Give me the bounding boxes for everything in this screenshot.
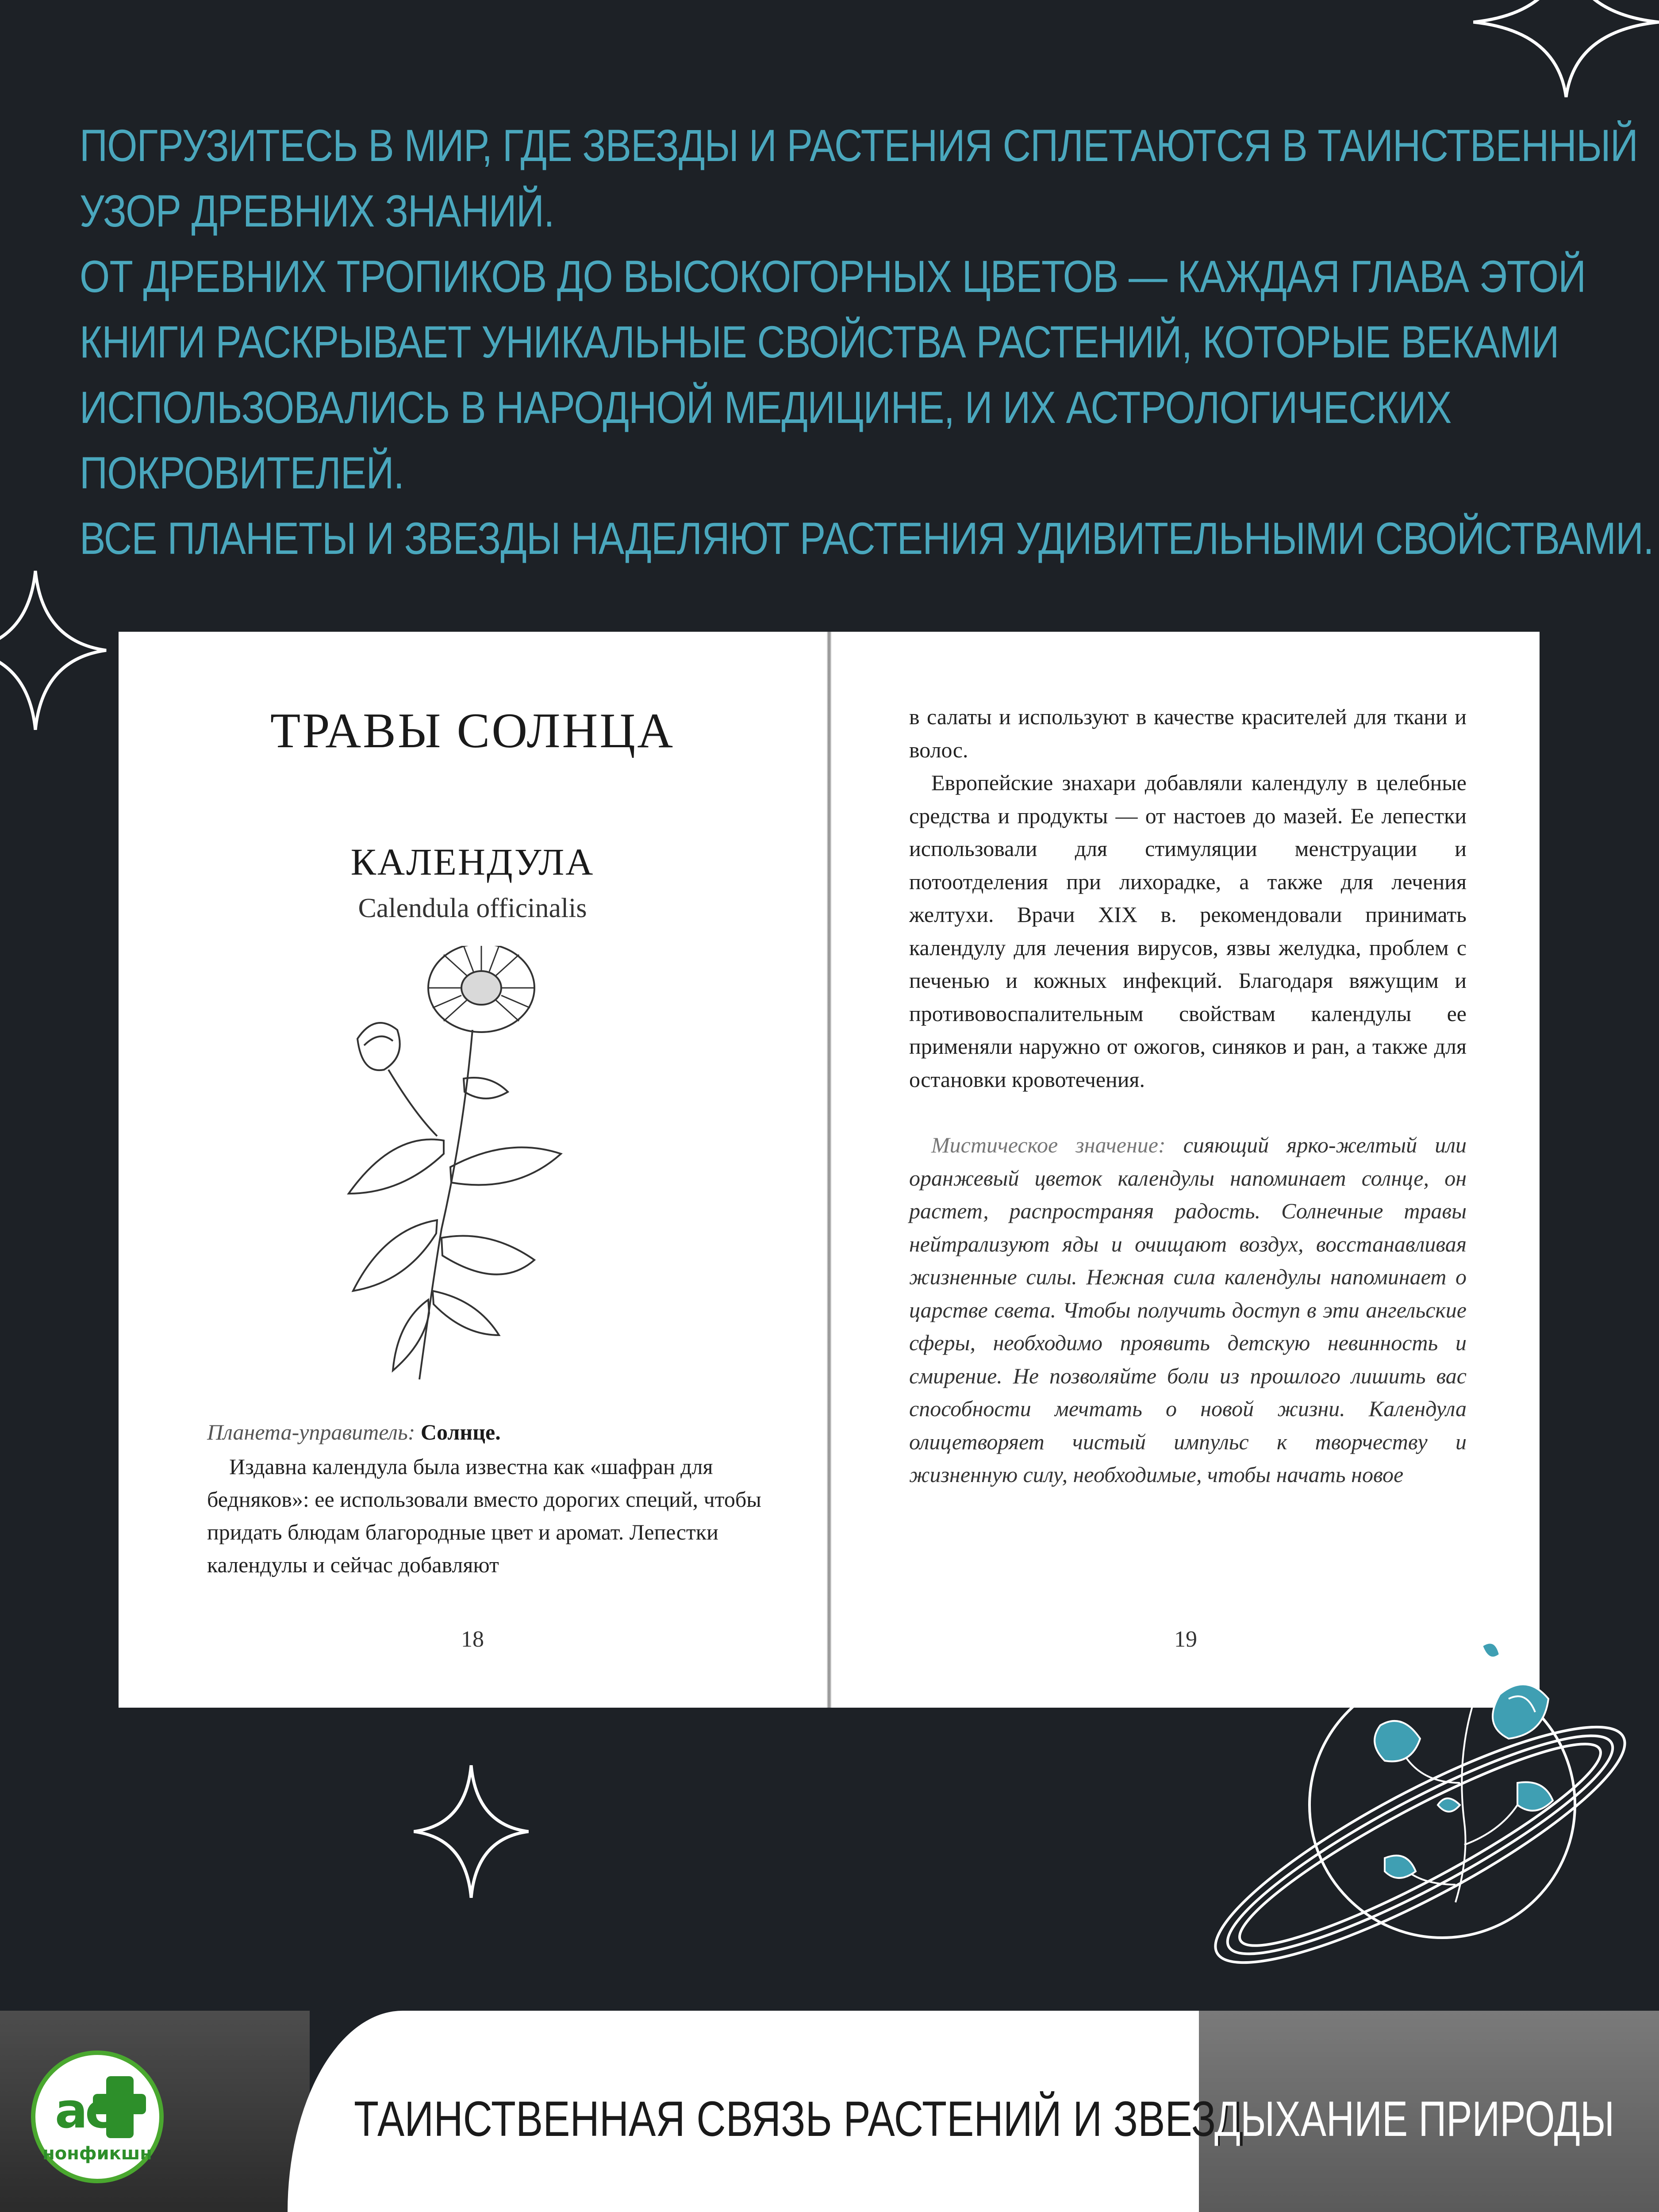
mystic-label: Мистическое значение: bbox=[931, 1133, 1166, 1157]
left-page bbox=[119, 632, 826, 1708]
logo-main: ac bbox=[55, 2082, 111, 2139]
sparkle-star-icon bbox=[414, 1765, 529, 1898]
page-number: 19 bbox=[1174, 1627, 1197, 1652]
publisher-logo bbox=[31, 2051, 164, 2183]
intro-line: ОТ ДРЕВНИХ ТРОПИКОВ ДО ВЫСОКОГОРНЫХ ЦВЕТОВ — КАЖДАЯ ГЛАВА ЭТОЙ bbox=[80, 251, 1586, 302]
paragraph: Европейские знахари добавляли календулу в целебные средства и продукты — от настоев до мазей. Ее лепестки использовали для стимуляции менструации и потоотделения при лихорадке, а также для лечения желтухи. Врачи XIX в. рекомендовали принимать календулу для лечения вирусов, язвы желудка, проблем с печенью и кожных инфекций. Благодаря вяжущим и противовоспалительным свойствам календулы ее применяли наружно от ожогов, синяков и ран, а также для остановки кровотечения. bbox=[909, 770, 1467, 1092]
intro-text bbox=[80, 113, 1654, 571]
planet-ring-icon bbox=[1172, 1637, 1659, 2035]
ruler-value: Солнце. bbox=[420, 1420, 501, 1444]
paragraph: в салаты и используют в качестве красителей для ткани и волос. bbox=[909, 704, 1467, 762]
mystic-text: сияющий ярко-желтый или оранжевый цветок календулы напоминает солнце, он растет, распространяя радость. Солнечные травы нейтрализуют яды и очищают воздух, восстанавливая жизненные силы. Нежная сила календулы напоминает о царстве света. Чтобы получить доступ в эти ангельские сферы, необходимо проявить детскую невинность и смирение. Не позволяйте боли из прошлого лишить вас способности мечтать о новой жизни. Календула олицетворяет чистый импульс к творчеству и жизненную силу, необходимые, чтобы начать новое bbox=[909, 1133, 1467, 1487]
paragraph: Издавна календула была известна как «шафран для бедняков»: ее использовали вместо дорогих специй, чтобы придать блюдам благородные цвет и аромат. Лепестки календулы и сейчас добавляют bbox=[207, 1454, 761, 1577]
page-number: 18 bbox=[461, 1627, 484, 1652]
latin-name: Calendula officinalis bbox=[358, 893, 587, 923]
book-gutter bbox=[827, 632, 831, 1708]
flower-branch-icon bbox=[1375, 1643, 1553, 1902]
book-spread bbox=[119, 632, 1540, 1708]
chapter-title: ТРАВЫ СОЛНЦА bbox=[270, 703, 675, 758]
plant-name: КАЛЕНДУЛА bbox=[350, 841, 595, 883]
logo-sub: нонфикшн bbox=[42, 2143, 152, 2164]
sparkle-star-icon bbox=[0, 571, 111, 730]
intro-line: ПОГРУЗИТЕСЬ В МИР, ГДЕ ЗВЕЗДЫ И РАСТЕНИЯ СПЛЕТАЮТСЯ В ТАИНСТВЕННЫЙ bbox=[80, 120, 1638, 171]
calendula-illustration bbox=[331, 946, 596, 1388]
intro-line: КНИГИ РАСКРЫВАЕТ УНИКАЛЬНЫЕ СВОЙСТВА РАСТЕНИЙ, КОТОРЫЕ ВЕКАМИ bbox=[80, 317, 1559, 367]
mystic-paragraph bbox=[909, 1129, 1467, 1491]
right-page bbox=[832, 632, 1540, 1708]
sparkle-star-icon bbox=[1473, 0, 1659, 97]
intro-line: УЗОР ДРЕВНИХ ЗНАНИЙ. bbox=[80, 186, 554, 236]
right-body-text bbox=[909, 700, 1467, 1491]
footer-bar bbox=[0, 2011, 1659, 2212]
planet-ruler bbox=[207, 1419, 769, 1445]
intro-line: ИСПОЛЬЗОВАЛИСЬ В НАРОДНОЙ МЕДИЦИНЕ, И ИХ АСТРОЛОГИЧЕСКИХ bbox=[80, 382, 1452, 433]
intro-line: ПОКРОВИТЕЛЕЙ. bbox=[80, 448, 404, 498]
ruler-label: Планета-управитель: bbox=[207, 1420, 415, 1444]
intro-line: ВСЕ ПЛАНЕТЫ И ЗВЕЗДЫ НАДЕЛЯЮТ РАСТЕНИЯ УДИВИТЕЛЬНЫМИ СВОЙСТВАМИ. bbox=[80, 513, 1654, 564]
left-body-text bbox=[207, 1450, 769, 1581]
book-title: ТАИНСТВЕННАЯ СВЯЗЬ РАСТЕНИЙ И ЗВЕЗД bbox=[354, 2091, 1244, 2147]
series-name: ДЫХАНИЕ ПРИРОДЫ bbox=[1214, 2091, 1615, 2147]
